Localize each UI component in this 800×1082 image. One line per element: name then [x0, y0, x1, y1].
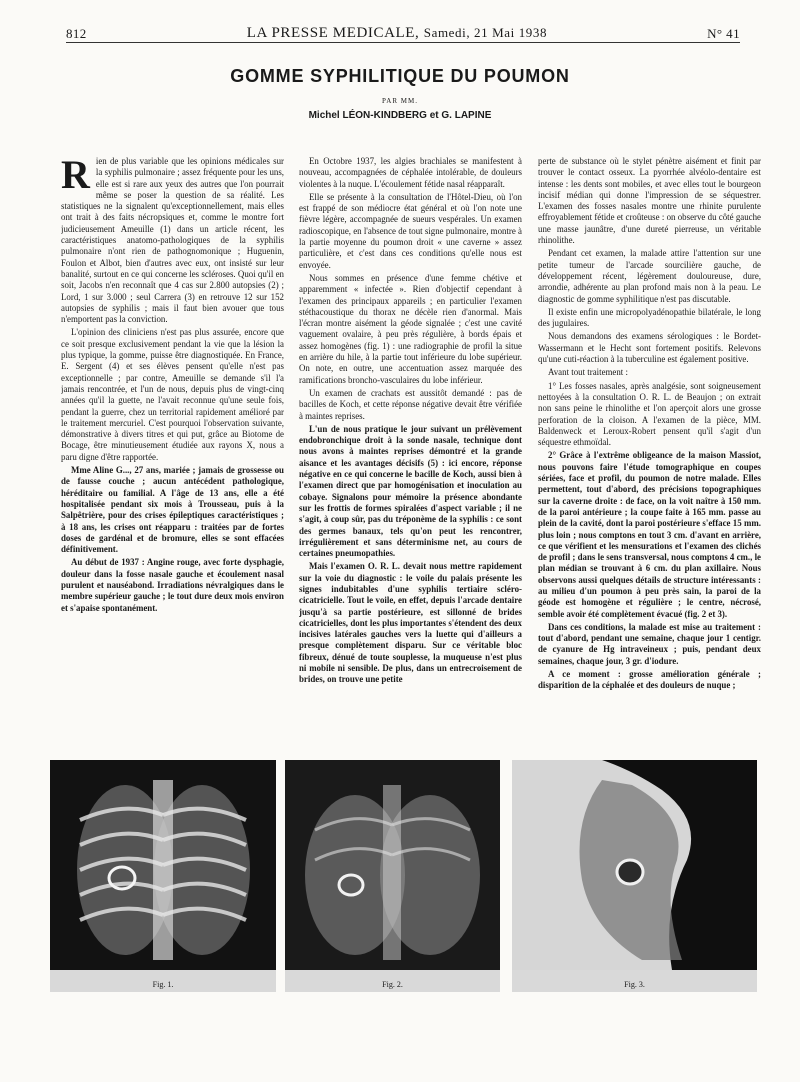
byline-par: PAR MM. [382, 97, 418, 105]
chest-xray-tomogram-icon [285, 760, 500, 970]
paragraph: Nous demandons des examens sérologiques : le Bordet-Wassermann et le Hecht sont fortement positifs. Relevons qu'une cuti-réaction à la tuberculine est également positive. [538, 331, 761, 365]
paragraph: En Octobre 1937, les algies brachiales se manifestent à nouveau, accompagnées de céphalée intolérable, de douleurs violentes à la nuque. L'écoulement fétide nasal réapparaît. [299, 156, 522, 189]
figure-2-xray [285, 760, 500, 992]
article-body [61, 156, 761, 736]
issue-date: Samedi, 21 Mai 1938 [423, 25, 548, 40]
chest-xray-profile-icon [512, 760, 757, 970]
paragraph: perte de substance où le stylet pénètre aisément et finit par trouver le contact osseux. La pyorrhée alvéolo-dentaire est intense : les dents sont mobiles, et avec elles tout le bourgeon incisif médian qui donne l'impression de se séquestrer. L'examen des fosses nasales montre une rhinite purulente effroyablement fétide et croûteuse : on observe du côté gauche une masse jaunâtre, d'une dureté pierreuse, un véritable rhinolithe. [538, 156, 761, 246]
paragraph: Nous sommes en présence d'une femme chétive et apparemment « infectée ». Rien d'objectif cependant à l'examen des principaux appareils ; en particulier l'examen stéthacoustique du thorax ne décèle rien d'anormal. Mais l'écran montre aisément la géode signalée ; c'est une cavité vaguement ovalaire, à peu près régulière, à bords épais et assez homogènes (fig. 1) : une radiographie de profil la situe en arrière du hile, à la partie tout inférieure du lobe supérieur. On note, en outre, une accentuation assez marquée des ramifications broncho-vasculaires du lobe inférieur. [299, 272, 522, 385]
paragraph: 1° Les fosses nasales, après analgésie, sont soigneusement nettoyées à la consultation O. R. L. de Beaujon ; on extrait non sans peine le rhinolithe et l'on aperçoit alors une grosse perforation de la cloison. A l'examen de la pièce, MM. Baldenweck et Leroux-Robert pensent qu'il s'agit d'un séquestre ethmoïdal. [538, 380, 761, 448]
chest-xray-frontal-icon [50, 760, 276, 970]
paragraph: Avant tout traitement : [548, 367, 628, 378]
figure-1-caption: Fig. 1. [152, 980, 174, 989]
paragraph: 2° Grâce à l'extrême obligeance de la maison Massiot, nous pouvons faire l'étude tomographique en coupes sériées, face et profil, du poumon de notre malade. Elles permettent, tout d'abord, des précisions topographiques sur la caverne droite : de face, on la voit naître à 150 mm. de la paroi antérieure ; la coupe faite à 165 mm. passe au plein de la cavité, dont la paroi postérieure s'efface 15 mm. plus loin ; nous comptons en tout 3 cm. d'avant en arrière, ce que vérifient et les mensurations et l'examen des clichés de profil ; dans le sens transversal, nous comptons 4 cm., le plan médian se trouvant à 6 cm. du plan axillaire. Nous observons aussi quelques détails de structure intéressants : au milieu d'un poumon à peu près sain, la paroi de la géode est homogène et régulière ; le centre, nécrosé, semble avoir été complètement évacué (fig. 2 et 3). [538, 450, 761, 619]
figure-3-caption: Fig. 3. [624, 980, 645, 989]
journal-name: LA PRESSE MEDICALE, [246, 25, 420, 41]
column-1 [61, 156, 284, 736]
paragraph: Mme Aline G..., 27 ans, mariée ; jamais de grossesse ou de fausse couche ; aucun antécédent pathologique, héréditaire ou familial. A l'âge de 13 ans, elle a été hospitalisée pendant six mois à Trousseau, puis à la Salpêtrière, pour des crises épileptiques caractéristiques ; à 18 ans, les crises ont réapparu : traitées par de fortes doses de gardénal et de bromure, elles se sont effacées définitivement. [61, 465, 284, 555]
paragraph: A ce moment : grosse amélioration générale ; disparition de la céphalée et des douleurs de nuque ; [538, 669, 761, 691]
figure-2-caption: Fig. 2. [382, 980, 403, 989]
paragraph: Dans ces conditions, la malade est mise au traitement : tout d'abord, pendant une semaine, chaque jour 1 centigr. de cyanure de Hg intraveineux ; puis, pendant deux semaines, chaque jour, 3 gr. d'iodure. [538, 621, 761, 666]
paragraph: L'un de nous pratique le jour suivant un prélèvement endobronchique droit à la sonde nasale, technique dont nous avons à maintes reprises démontré et la grande aisance et les avantages décisifs (5) : ici encore, réponse négative en ce qui concerne le bacille de Koch, aussi bien à l'examen direct que par homogénisation et inoculation au cobaye. Signalons pour mémoire la présence abondante sur les frottis de formes spiralées d'aspect variable ; il ne s'agit, à coup sûr, pas du tréponème de la syphilis : ce sont des germes banaux, tels qu'on peut les rencontrer, irrégulièrement et sans déterminisme net, au cours de certaines pneumopathies. [299, 423, 522, 559]
article-title: GOMME SYPHILITIQUE DU POUMON [230, 66, 570, 86]
paragraph: Au début de 1937 : Angine rouge, avec forte dysphagie, douleur dans la fosse nasale gauche et écoulement nasal purulent et nauséabond. Irradiations névralgiques dans le membre supérieur gauche ; le tout dure deux mois environ et s'apaise spontanément. [61, 557, 284, 613]
running-header [66, 16, 740, 43]
journal-masthead [247, 25, 547, 42]
column-3 [538, 156, 761, 736]
paragraph: Il existe enfin une micropolyadénopathie bilatérale, le long des jugulaires. [538, 306, 761, 329]
figure-1-xray [50, 760, 276, 992]
issue-number: N° 41 [707, 26, 740, 41]
page-number: 812 [66, 26, 87, 41]
article-authors: Michel LÉON-KINDBERG et G. LAPINE [308, 110, 492, 121]
paragraph: L'opinion des cliniciens n'est pas plus assurée, encore que ce soit presque exclusivement pendant la vie que la lésion la plus typique, la gomme, puisse être diagnostiquée. En France, E. Sergent (4) et ses élèves pensent qu'elle n'est pas exceptionnelle ; par contre, Ameuille se demande s'il l'a jamais rencontrée, et l'un de nous, depuis plus de vingt-cinq années qu'il la guette, ne l'avait reconnue qu'une seule fois, pendant la guerre, chez un territorial rapidement amélioré par le traitement mercuriel. C'est pourquoi l'observation suivante, démonstrative à divers titres et qui put, grâce au Biotome de Bocage, être minutieusement étudiée aux rayons X, nous a paru digne d'être rapportée. [61, 327, 284, 462]
paragraph: Mais l'examen O. R. L. devait nous mettre rapidement sur la voie du diagnostic : le voile du palais présente les signes indubitables d'une syphilis tertiaire scléro-cicatricielle. Tout le voile, en effet, depuis l'arcade dentaire jusqu'à sa partie postérieure, est sillonné de brides cicatricielles, dont les plus importantes s'étendent des deux incisives latérales gauches vers la luette qui d'ailleurs a presque complètement disparu. Sur ce véritable bloc fibreux, dénué de toute souplesse, la muqueuse n'est plus ni mobile ni sensible. De plus, dans un entrecroisement de brides, on trouve une petite [299, 561, 522, 685]
column-2 [299, 156, 522, 736]
paragraph: Un examen de crachats est aussitôt demandé : pas de bacilles de Koch, et cette réponse négative devait être vérifiée à maintes reprises. [299, 387, 522, 421]
paragraph: Rien de plus variable que les opinions médicales sur la syphilis pulmonaire ; assez fréquente pour les uns, elle est si rare aux yeux des autres que l'on pourrait même se poser la question de sa réalité. Les statistiques ne la signalent qu'exceptionnellement, mais elles ont trait à des faits nécropsiques et, comme le montre fort judicieusement Ameuille (1) dans un article récent, les caractéristiques anatomo-pathologiques de la syphilis pulmonaire n'ont rien de pathognomonique ; Huguenin, Foulon et Albot, bien d'autres avec eux, ont insisté sur leur banalité, surtout en ce qui concerne les scléroses. Quoi qu'il en soit, Jacobs n'en reconnaît que 4 cas sur 2.800 autopsies (2) ; Lord, 1 sur 3.000 ; seul Carrera (3) en retrouve 12 sur 152 autopsies de syphilis ; mais il faut bien avouer que tous n'emportent pas la conviction. [61, 156, 284, 325]
figure-3-xray [512, 760, 757, 992]
drop-cap: R [61, 156, 90, 197]
paragraph: Pendant cet examen, la malade attire l'attention sur une petite tumeur de l'arcade sourcilière gauche, de développement récent, légèrement douloureuse, dure, arrondie, adhérente au plan profond mais non à la peau. Le diagnostic de gomme syphilitique n'est pas discutable. [538, 248, 761, 304]
paragraph: Elle se présente à la consultation de l'Hôtel-Dieu, où l'on est frappé de son médiocre état général et où l'on note une fièvre légère, accompagnée de sueurs vespérales. Un examen radioscopique, en l'absence de tout signe pulmonaire, montre à la partie moyenne du poumon droit « une caverne » assez particulière, et c'est dans ces conditions qu'elle nous est envoyée. [299, 191, 522, 270]
